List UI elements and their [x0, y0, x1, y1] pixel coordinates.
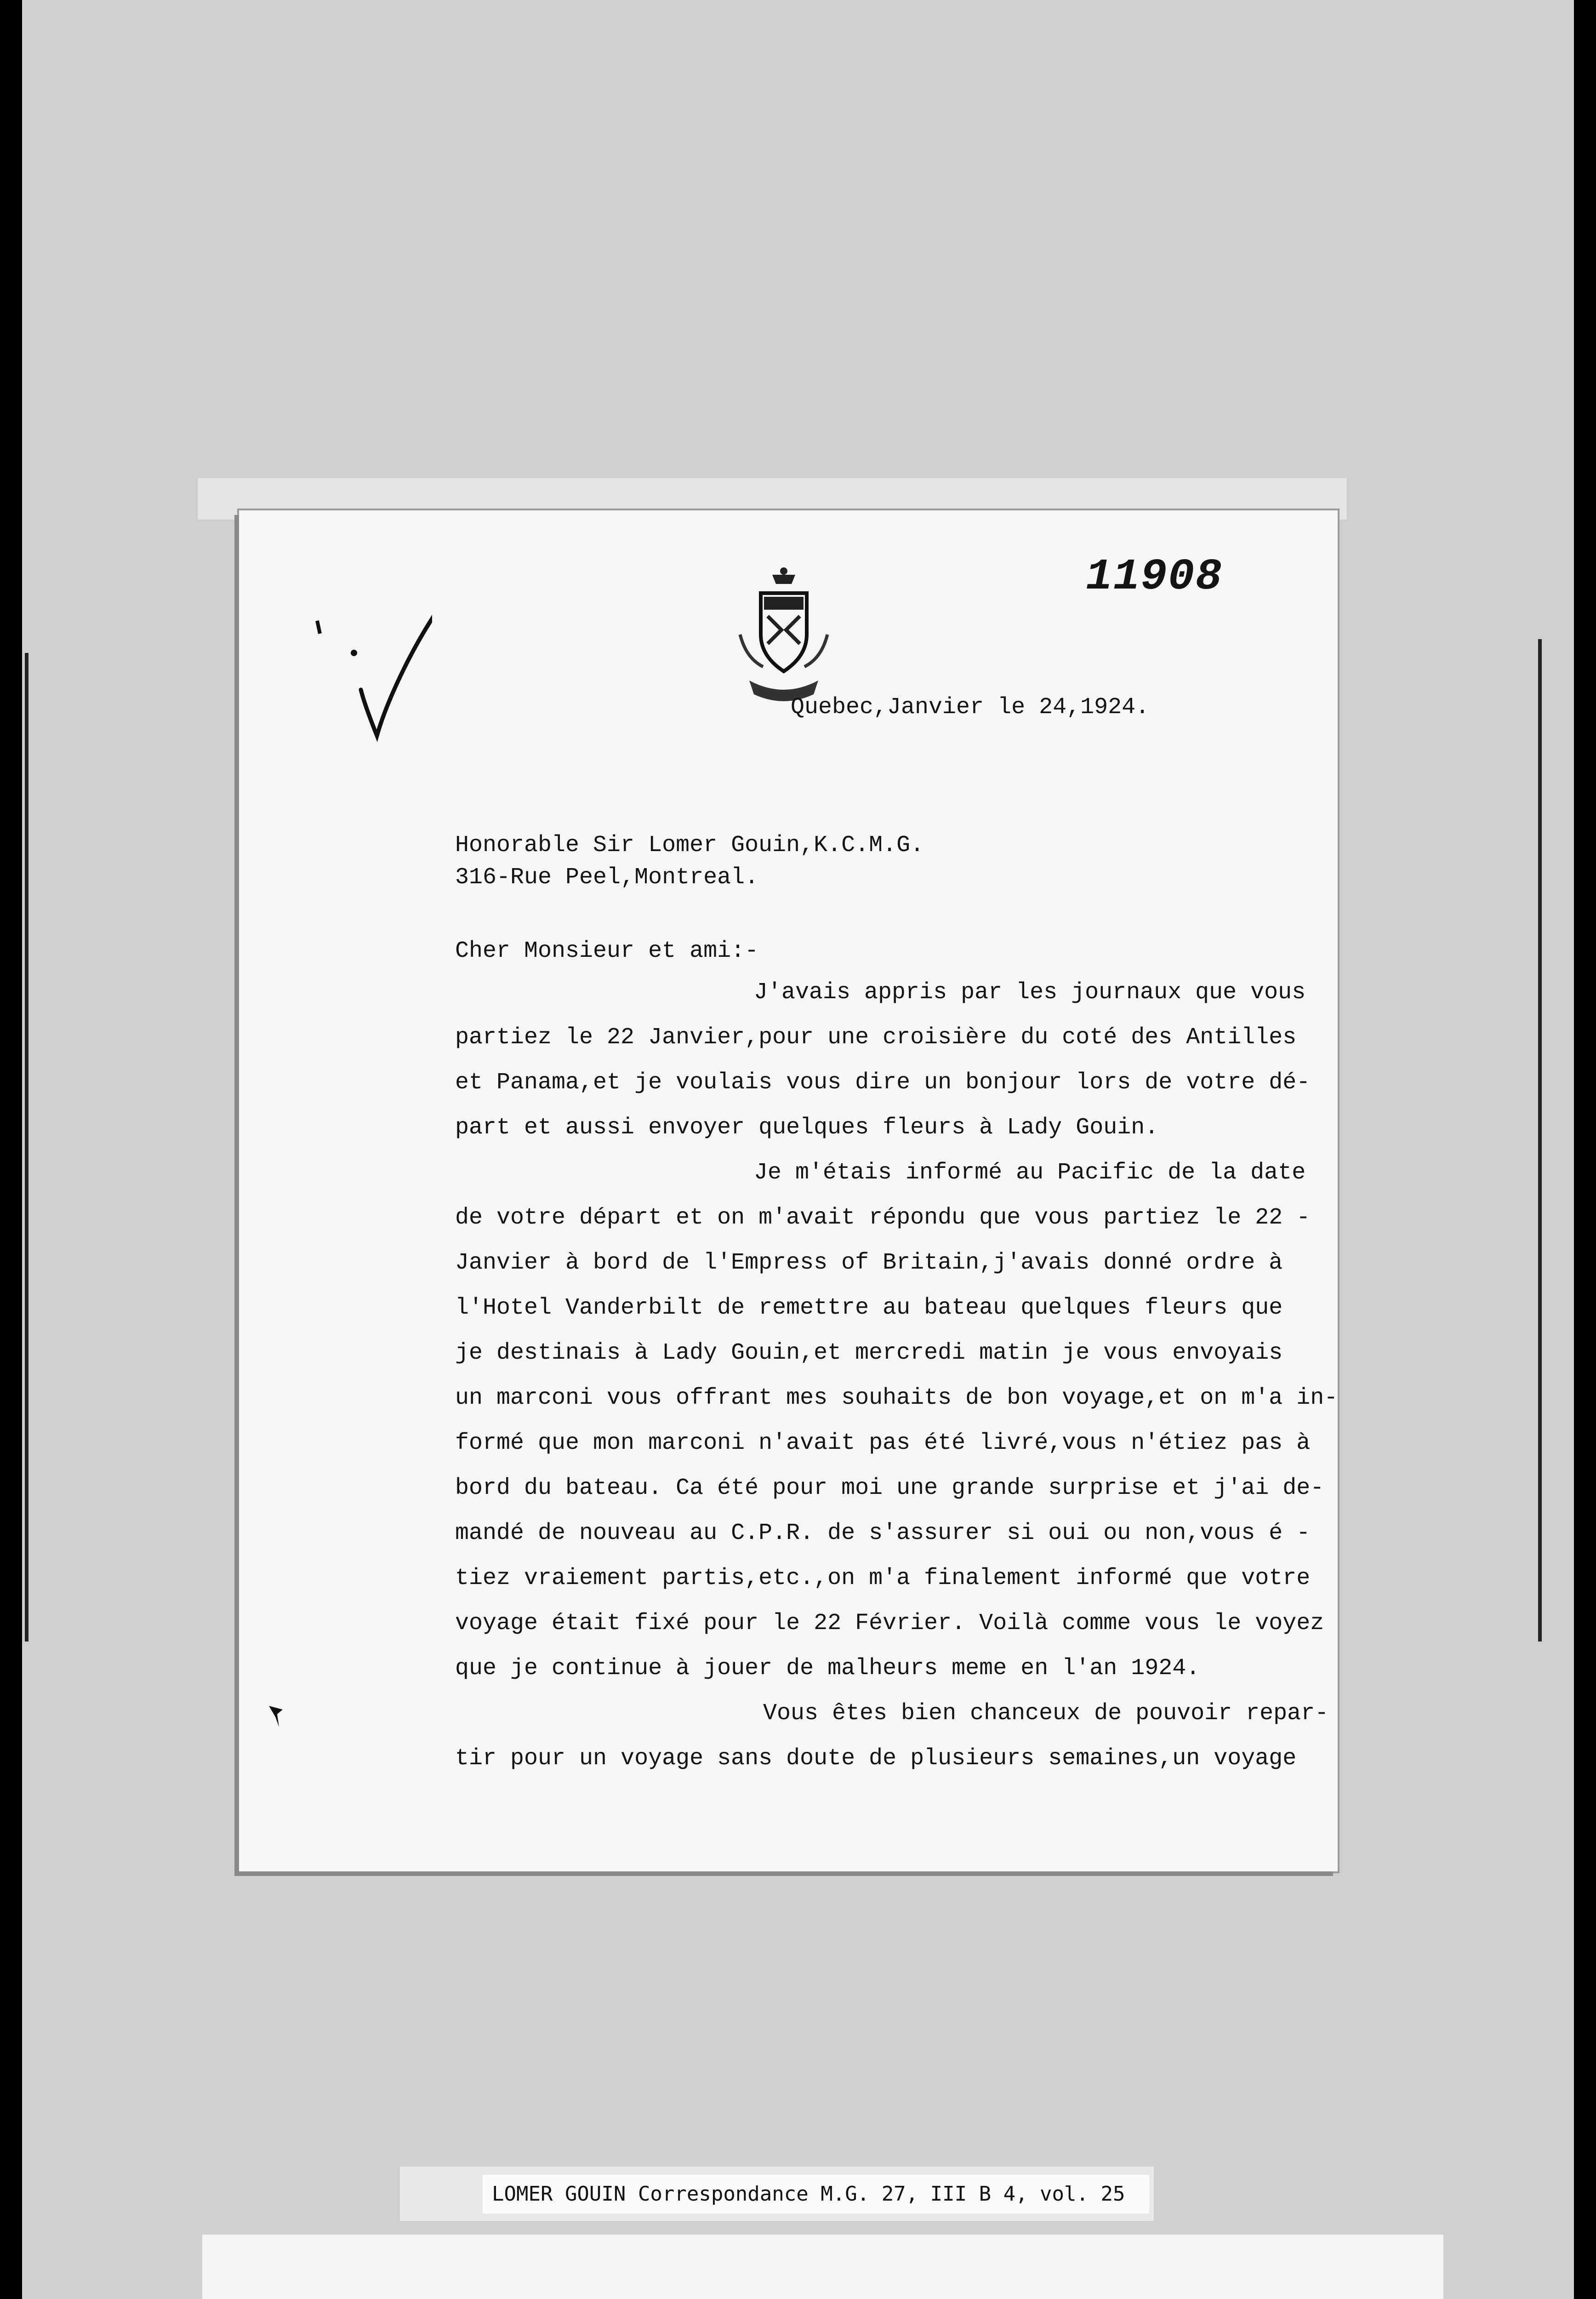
address-line: 316-Rue Peel,Montreal.	[455, 864, 759, 891]
scan-border-left	[0, 0, 22, 2299]
body-line: bord du bateau. Ca été pour moi une grande surprise et j'ai de-	[455, 1475, 1324, 1501]
body-line: partiez le 22 Janvier,pour une croisière du coté des Antilles	[455, 1024, 1297, 1051]
mat-edge-right	[1538, 639, 1542, 1641]
letter-date: Quebec,Janvier le 24,1924.	[791, 694, 1150, 721]
ink-mark-icon	[267, 1701, 285, 1729]
body-line: mandé de nouveau au C.P.R. de s'assurer si oui ou non,vous é -	[455, 1520, 1311, 1546]
document-number: 11908	[1085, 552, 1223, 602]
scan-border-right	[1574, 0, 1596, 2299]
body-line: J'avais appris par les journaux que vous	[754, 979, 1306, 1006]
coat-of-arms-seal-icon	[731, 566, 837, 703]
body-line: Janvier à bord de l'Empress of Britain,j'avais donné ordre à	[455, 1250, 1283, 1276]
body-line: Je m'étais informé au Pacific de la date	[754, 1160, 1306, 1186]
body-line: je destinais à Lady Gouin,et mercredi matin je vous envoyais	[455, 1340, 1283, 1366]
body-line: formé que mon marconi n'avait pas été livré,vous n'étiez pas à	[455, 1430, 1311, 1456]
body-line: tiez vraiement partis,etc.,on m'a finalement informé que votre	[455, 1565, 1311, 1591]
body-line: un marconi vous offrant mes souhaits de bon voyage,et on m'a in-	[455, 1385, 1338, 1411]
body-line: que je continue à jouer de malheurs meme en l'an 1924.	[455, 1655, 1200, 1681]
catalog-label: LOMER GOUIN Correspondance M.G. 27, III B 4, vol. 25	[483, 2175, 1149, 2213]
body-line: part et aussi envoyer quelques fleurs à Lady Gouin.	[455, 1115, 1159, 1141]
body-line: l'Hotel Vanderbilt de remettre au bateau quelques fleurs que	[455, 1295, 1283, 1321]
letter-page	[239, 510, 1338, 1871]
handwritten-checkmark-icon	[308, 584, 432, 749]
mat-edge-left	[25, 653, 28, 1641]
body-line: et Panama,et je voulais vous dire un bonjour lors de votre dé-	[455, 1069, 1311, 1096]
body-line: Vous êtes bien chanceux de pouvoir repar-	[763, 1700, 1329, 1727]
body-line: de votre départ et on m'avait répondu que vous partiez le 22 -	[455, 1205, 1311, 1231]
body-line: voyage était fixé pour le 22 Février. Voilà comme vous le voyez	[455, 1610, 1324, 1636]
archive-stamp-card	[202, 2235, 1443, 2299]
address-line: Honorable Sir Lomer Gouin,K.C.M.G.	[455, 832, 924, 858]
body-line: tir pour un voyage sans doute de plusieurs semaines,un voyage	[455, 1745, 1297, 1772]
salutation: Cher Monsieur et ami:-	[455, 938, 759, 964]
